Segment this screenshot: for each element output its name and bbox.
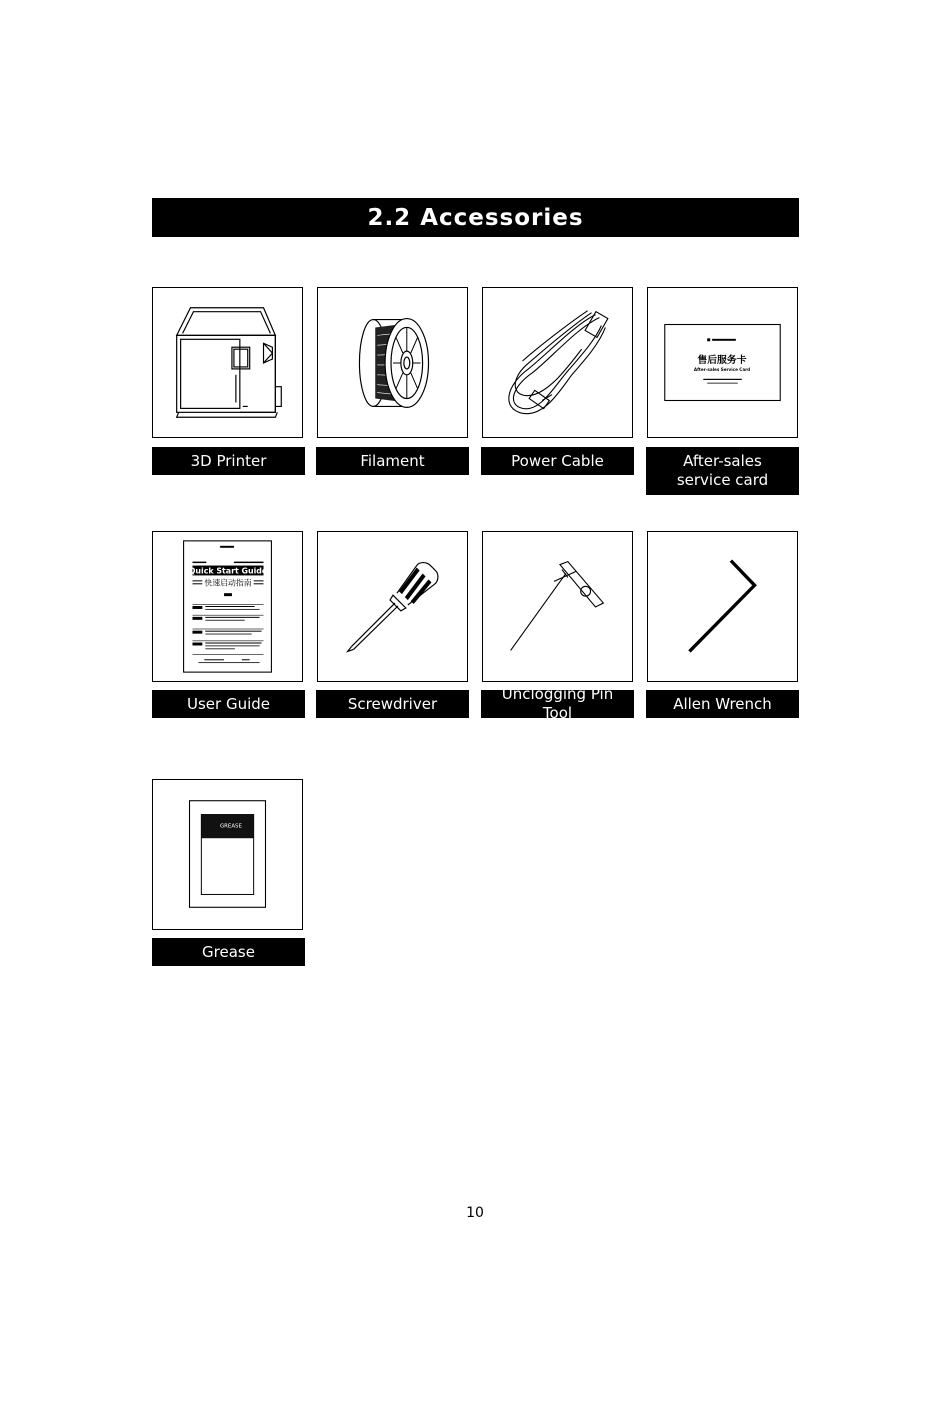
label-3d-printer: 3D Printer [152, 447, 305, 475]
label-power-cable: Power Cable [481, 447, 634, 475]
filament-spool-icon [318, 288, 467, 437]
label-unclogging-pin: Unclogging Pin Tool [481, 690, 634, 718]
tile-filament [317, 287, 468, 438]
allen-wrench-icon [648, 532, 797, 681]
page-number: 10 [466, 1205, 484, 1221]
label-screwdriver: Screwdriver [316, 690, 469, 718]
tile-allen-wrench [647, 531, 798, 682]
grease-pack-label: GREASE [219, 823, 242, 830]
tile-3d-printer [152, 287, 303, 438]
section-title: 2.2 Accessories [152, 198, 799, 237]
user-guide-icon [153, 532, 302, 681]
label-grease: Grease [152, 938, 305, 966]
label-service-card: After-sales service card [646, 447, 799, 495]
tile-screwdriver [317, 531, 468, 682]
service-card-title-en: After-sales Service Card [693, 366, 751, 372]
unclogging-pin-icon [483, 532, 632, 681]
service-card-title-cn: 售后服务卡 [697, 354, 747, 366]
label-allen-wrench: Allen Wrench [646, 690, 799, 718]
3d-printer-icon [153, 288, 302, 437]
tile-unclogging-pin [482, 531, 633, 682]
power-cable-icon [483, 288, 632, 437]
grease-icon [153, 780, 302, 929]
tile-service-card [647, 287, 798, 438]
tile-user-guide [152, 531, 303, 682]
service-card-icon [648, 288, 797, 437]
user-guide-title-cn: 快速启动指南 [204, 578, 252, 588]
tile-power-cable [482, 287, 633, 438]
label-filament: Filament [316, 447, 469, 475]
user-guide-title-en: Quick Start Guide [188, 566, 268, 576]
tile-grease [152, 779, 303, 930]
screwdriver-icon [318, 532, 467, 681]
label-user-guide: User Guide [152, 690, 305, 718]
